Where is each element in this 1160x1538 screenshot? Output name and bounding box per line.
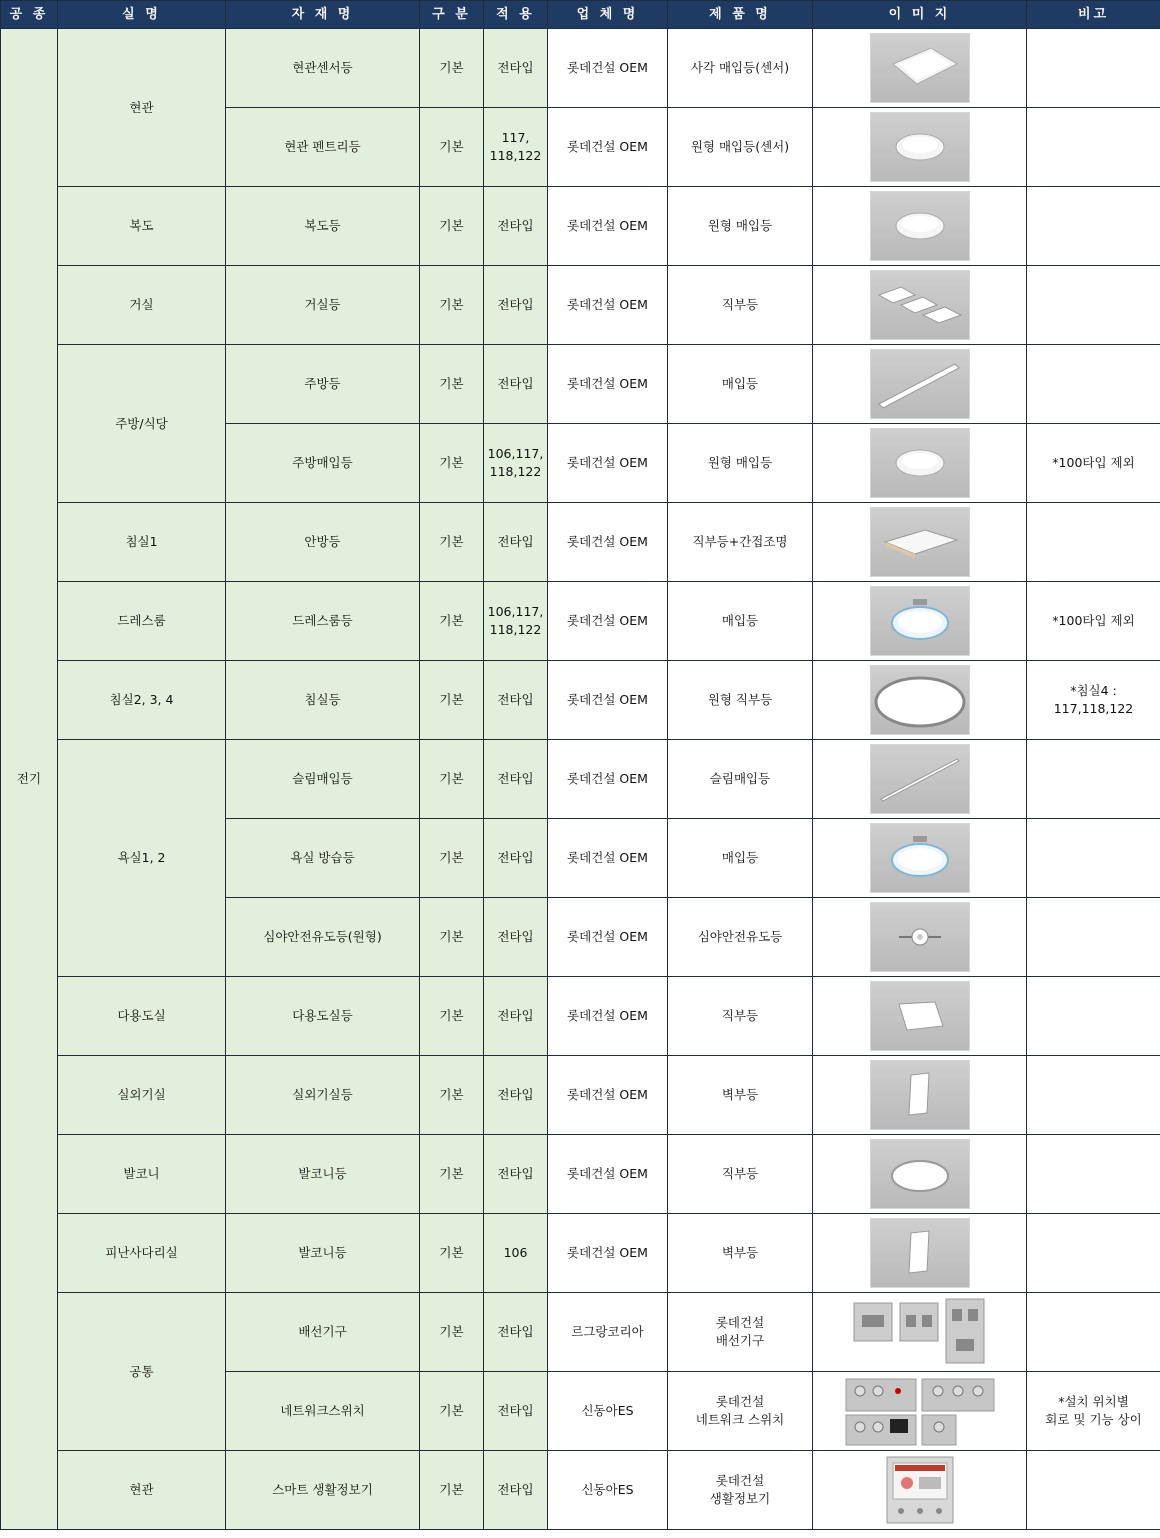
image-cell	[813, 266, 1027, 345]
category-cell: 기본	[420, 898, 484, 977]
vendor-cell: 롯데건설 OEM	[548, 266, 668, 345]
room-cell: 발코니	[58, 1135, 226, 1214]
apply-cell: 전타입	[484, 1451, 548, 1530]
category-cell: 기본	[420, 345, 484, 424]
product-cell: 매입등	[668, 345, 813, 424]
smart-panel-icon	[815, 1455, 1024, 1525]
square-tilted-light-icon	[870, 981, 970, 1051]
image-cell	[813, 1214, 1027, 1293]
wall-light-icon	[870, 1218, 970, 1288]
room-cell: 거실	[58, 266, 226, 345]
room-cell: 복도	[58, 187, 226, 266]
note-cell	[1027, 1451, 1160, 1530]
product-cell: 롯데건설 생활정보기	[668, 1451, 813, 1530]
header-note: 비고	[1027, 1, 1160, 29]
image-cell	[813, 187, 1027, 266]
apply-cell: 전타입	[484, 1056, 548, 1135]
apply-cell: 전타입	[484, 187, 548, 266]
apply-cell: 전타입	[484, 266, 548, 345]
vendor-cell: 롯데건설 OEM	[548, 582, 668, 661]
image-cell	[813, 740, 1027, 819]
product-cell: 매입등	[668, 582, 813, 661]
image-cell	[813, 345, 1027, 424]
material-cell: 스마트 생활정보기	[226, 1451, 420, 1530]
product-cell: 롯데건설 배선기구	[668, 1293, 813, 1372]
category-cell: 기본	[420, 424, 484, 503]
led-downlight-icon	[870, 823, 970, 893]
category-cell: 기본	[420, 187, 484, 266]
apply-cell: 전타입	[484, 1372, 548, 1451]
material-cell: 네트워크스위치	[226, 1372, 420, 1451]
image-cell	[813, 108, 1027, 187]
vendor-cell: 롯데건설 OEM	[548, 1214, 668, 1293]
note-cell: *침실4 : 117,118,122	[1027, 661, 1160, 740]
table-row	[1, 187, 1160, 266]
round-ceiling-light-icon	[870, 1139, 970, 1209]
material-cell: 침실등	[226, 661, 420, 740]
room-cell: 욕실1, 2	[58, 740, 226, 977]
material-cell: 실외기실등	[226, 1056, 420, 1135]
material-cell: 슬림매입등	[226, 740, 420, 819]
apply-cell: 106,117, 118,122	[484, 424, 548, 503]
vendor-cell: 롯데건설 OEM	[548, 1135, 668, 1214]
image-cell	[813, 582, 1027, 661]
vendor-cell: 롯데건설 OEM	[548, 108, 668, 187]
wiring-switch-icon	[815, 1297, 1024, 1367]
product-cell: 사각 매입등(센서)	[668, 29, 813, 108]
note-cell	[1027, 187, 1160, 266]
vendor-cell: 롯데건설 OEM	[548, 187, 668, 266]
material-cell: 주방매입등	[226, 424, 420, 503]
image-cell	[813, 1293, 1027, 1372]
material-cell: 복도등	[226, 187, 420, 266]
category-cell: 기본	[420, 819, 484, 898]
note-cell	[1027, 108, 1160, 187]
table-row	[1, 740, 1160, 819]
apply-cell: 106	[484, 1214, 548, 1293]
header-category: 구 분	[420, 1, 484, 29]
table-row	[1, 1056, 1160, 1135]
category-cell: 기본	[420, 266, 484, 345]
note-cell	[1027, 266, 1160, 345]
product-cell: 롯데건설 네트워크 스위치	[668, 1372, 813, 1451]
led-downlight-icon	[870, 586, 970, 656]
table-row	[1, 661, 1160, 740]
note-cell	[1027, 977, 1160, 1056]
room-cell: 주방/식당	[58, 345, 226, 503]
apply-cell: 117, 118,122	[484, 108, 548, 187]
table-row	[1, 1451, 1160, 1530]
round-downlight-icon	[870, 191, 970, 261]
category-cell: 기본	[420, 1214, 484, 1293]
round-downlight-icon	[870, 112, 970, 182]
note-cell	[1027, 503, 1160, 582]
material-cell: 배선기구	[226, 1293, 420, 1372]
note-cell	[1027, 1135, 1160, 1214]
note-cell	[1027, 740, 1160, 819]
table-row	[1, 1214, 1160, 1293]
product-cell: 직부등	[668, 977, 813, 1056]
vendor-cell: 롯데건설 OEM	[548, 424, 668, 503]
apply-cell: 전타입	[484, 819, 548, 898]
round-ceiling-light-icon	[870, 665, 970, 735]
apply-cell: 106,117, 118,122	[484, 582, 548, 661]
note-cell	[1027, 1293, 1160, 1372]
image-cell	[813, 503, 1027, 582]
vendor-cell: 롯데건설 OEM	[548, 898, 668, 977]
product-cell: 심야안전유도등	[668, 898, 813, 977]
table-row	[1, 582, 1160, 661]
category-cell: 기본	[420, 29, 484, 108]
image-cell	[813, 424, 1027, 503]
apply-cell: 전타입	[484, 345, 548, 424]
material-cell: 안방등	[226, 503, 420, 582]
vendor-cell: 롯데건설 OEM	[548, 29, 668, 108]
product-cell: 매입등	[668, 819, 813, 898]
apply-cell: 전타입	[484, 29, 548, 108]
table-row	[1, 345, 1160, 424]
apply-cell: 전타입	[484, 740, 548, 819]
table-row	[1, 1135, 1160, 1214]
room-cell: 드레스룸	[58, 582, 226, 661]
room-cell: 다용도실	[58, 977, 226, 1056]
image-cell	[813, 661, 1027, 740]
material-cell: 심야안전유도등(원형)	[226, 898, 420, 977]
category-cell: 기본	[420, 1293, 484, 1372]
category-cell: 기본	[420, 1056, 484, 1135]
header-apply: 적 용	[484, 1, 548, 29]
category-cell: 기본	[420, 1135, 484, 1214]
trade-cell: 전기	[1, 29, 58, 1530]
material-cell: 거실등	[226, 266, 420, 345]
room-cell: 현관	[58, 29, 226, 187]
room-cell: 침실1	[58, 503, 226, 582]
apply-cell: 전타입	[484, 898, 548, 977]
product-cell: 원형 매입등	[668, 187, 813, 266]
room-cell: 피난사다리실	[58, 1214, 226, 1293]
image-cell	[813, 977, 1027, 1056]
vendor-cell: 롯데건설 OEM	[548, 977, 668, 1056]
product-cell: 슬림매입등	[668, 740, 813, 819]
header-trade: 공 종	[1, 1, 58, 29]
category-cell: 기본	[420, 503, 484, 582]
table-row	[1, 977, 1160, 1056]
note-cell: *100타입 제외	[1027, 424, 1160, 503]
category-cell: 기본	[420, 1451, 484, 1530]
note-cell: *100타입 제외	[1027, 582, 1160, 661]
material-cell: 현관 펜트리등	[226, 108, 420, 187]
product-cell: 직부등	[668, 266, 813, 345]
square-ceiling-light-icon	[870, 507, 970, 577]
product-cell: 직부등	[668, 1135, 813, 1214]
image-cell	[813, 1135, 1027, 1214]
product-cell: 원형 직부등	[668, 661, 813, 740]
note-cell	[1027, 29, 1160, 108]
table-row	[1, 1293, 1160, 1372]
category-cell: 기본	[420, 1372, 484, 1451]
vendor-cell: 롯데건설 OEM	[548, 345, 668, 424]
linear-light-icon	[870, 349, 970, 419]
material-cell: 드레스룸등	[226, 582, 420, 661]
product-cell: 원형 매입등	[668, 424, 813, 503]
header-row	[1, 1, 1160, 29]
network-switch-icon	[815, 1375, 1024, 1447]
header-vendor: 업 체 명	[548, 1, 668, 29]
square-recessed-light-icon	[870, 33, 970, 103]
note-cell	[1027, 1214, 1160, 1293]
vendor-cell: 롯데건설 OEM	[548, 503, 668, 582]
room-cell: 공통	[58, 1293, 226, 1451]
product-cell: 벽부등	[668, 1056, 813, 1135]
apply-cell: 전타입	[484, 661, 548, 740]
round-downlight-icon	[870, 428, 970, 498]
category-cell: 기본	[420, 108, 484, 187]
vendor-cell: 롯데건설 OEM	[548, 740, 668, 819]
header-product: 제 품 명	[668, 1, 813, 29]
vendor-cell: 르그랑코리아	[548, 1293, 668, 1372]
product-cell: 직부등+간접조명	[668, 503, 813, 582]
apply-cell: 전타입	[484, 503, 548, 582]
slim-linear-light-icon	[870, 744, 970, 814]
vendor-cell: 롯데건설 OEM	[548, 819, 668, 898]
note-cell	[1027, 345, 1160, 424]
apply-cell: 전타입	[484, 977, 548, 1056]
apply-cell: 전타입	[484, 1135, 548, 1214]
material-cell: 발코니등	[226, 1135, 420, 1214]
image-cell	[813, 1372, 1027, 1451]
header-image: 이 미 지	[813, 1, 1027, 29]
table-row	[1, 29, 1160, 108]
note-cell: *설치 위치별 회로 및 기능 상이	[1027, 1372, 1160, 1451]
image-cell	[813, 29, 1027, 108]
room-cell: 침실2, 3, 4	[58, 661, 226, 740]
category-cell: 기본	[420, 977, 484, 1056]
category-cell: 기본	[420, 661, 484, 740]
product-cell: 벽부등	[668, 1214, 813, 1293]
header-material: 자 재 명	[226, 1, 420, 29]
vendor-cell: 신동아ES	[548, 1451, 668, 1530]
product-cell: 원형 매입등(센서)	[668, 108, 813, 187]
vendor-cell: 신동아ES	[548, 1372, 668, 1451]
material-cell: 발코니등	[226, 1214, 420, 1293]
material-cell: 주방등	[226, 345, 420, 424]
image-cell	[813, 1451, 1027, 1530]
table-row	[1, 266, 1160, 345]
note-cell	[1027, 1056, 1160, 1135]
material-cell: 다용도실등	[226, 977, 420, 1056]
room-cell: 실외기실	[58, 1056, 226, 1135]
note-cell	[1027, 898, 1160, 977]
image-cell	[813, 1056, 1027, 1135]
note-cell	[1027, 819, 1160, 898]
night-guide-light-icon	[870, 902, 970, 972]
vendor-cell: 롯데건설 OEM	[548, 1056, 668, 1135]
category-cell: 기본	[420, 582, 484, 661]
apply-cell: 전타입	[484, 1293, 548, 1372]
room-cell: 현관	[58, 1451, 226, 1530]
material-cell: 욕실 방습등	[226, 819, 420, 898]
header-room: 실 명	[58, 1, 226, 29]
wall-light-icon	[870, 1060, 970, 1130]
triple-panel-light-icon	[870, 270, 970, 340]
image-cell	[813, 898, 1027, 977]
vendor-cell: 롯데건설 OEM	[548, 661, 668, 740]
category-cell: 기본	[420, 740, 484, 819]
table-row	[1, 503, 1160, 582]
image-cell	[813, 819, 1027, 898]
material-cell: 현관센서등	[226, 29, 420, 108]
